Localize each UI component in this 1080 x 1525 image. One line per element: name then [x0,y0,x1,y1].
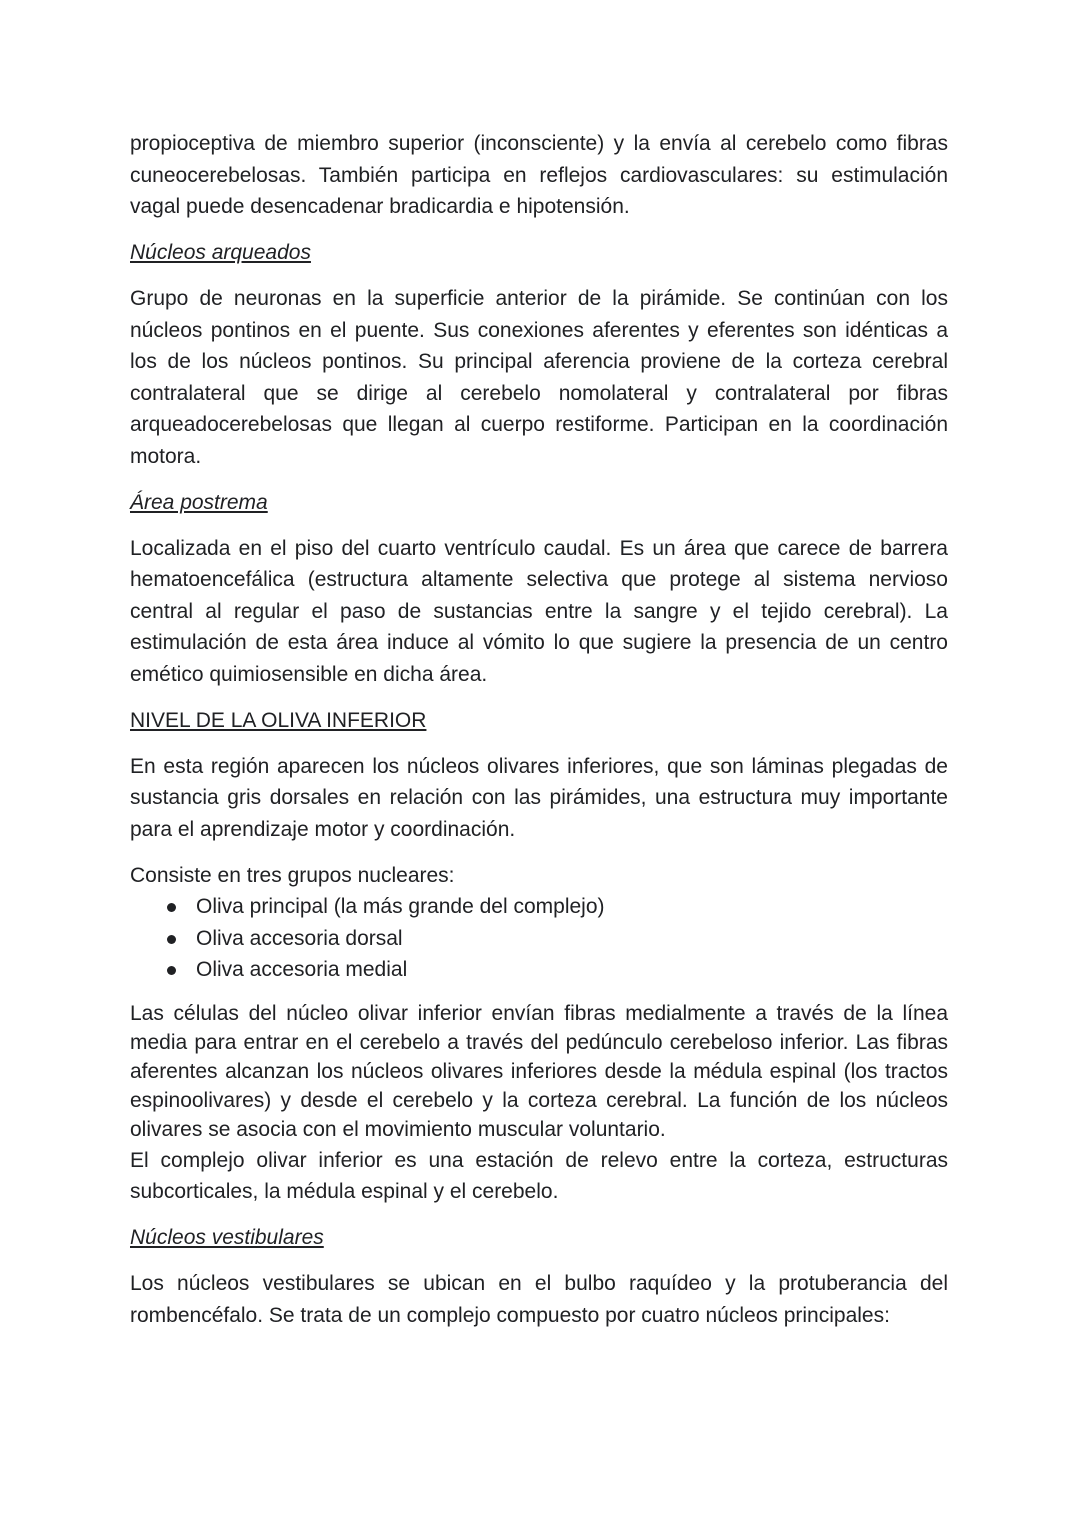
bullet-icon [167,935,176,944]
heading-nivel-oliva-inferior: NIVEL DE LA OLIVA INFERIOR [130,708,427,732]
paragraph-nucleos-arqueados: Grupo de neuronas en la superficie anterior de la pirámide. Se continúan con los núcleos pontinos en el puente. Sus conexiones aferentes y eferentes son idénticas a los de los núcleos pontinos. Su principal aferencia proviene de la corteza cerebral contralateral que se dirige al cerebelo nomolateral y contralateral por fibras arqueadocerebelosas que llegan al cuerpo restiforme. Participan en la coordinación motora. [130,287,948,468]
heading-area-postrema: Área postrema [130,490,268,514]
document-page [130,128,948,1331]
intro-paragraph: propioceptiva de miembro superior (inconsciente) y la envía al cerebelo como fibras cuneocerebelosas. También participa en reflejos cardiovasculares: su estimulación vagal puede desencadenar bradicardia e hipotensión. [130,132,948,218]
list-intro: Consiste en tres grupos nucleares: [130,863,455,887]
bullet-icon [167,966,176,975]
nuclear-groups-list [130,891,948,986]
paragraph-nucleos-vestibulares: Los núcleos vestibulares se ubican en el bulbo raquídeo y la protuberancia del rombencéfalo. Se trata de un complejo compuesto por cuatro núcleos principales: [130,1272,948,1327]
bullet-icon [167,903,176,912]
list-item-text: Oliva accesoria dorsal [196,926,403,950]
list-item [130,891,948,923]
paragraph-oliva-celulas: Las células del núcleo olivar inferior envían fibras medialmente a través de la línea media para entrar en el cerebelo a través del pedúnculo cerebeloso inferior. Las fibras aferentes alcanzan los núcleos olivares inferiores desde la médula espinal (los tractos espinoolivares) y desde el cerebelo y la corteza cerebral. La función de los núcleos olivares se asocia con el movimiento muscular voluntario. [130,1002,948,1141]
list-item [130,954,948,986]
paragraph-oliva-complejo: El complejo olivar inferior es una estación de relevo entre la corteza, estructuras subcorticales, la médula espinal y el cerebelo. [130,1148,948,1204]
paragraph-area-postrema: Localizada en el piso del cuarto ventrículo caudal. Es un área que carece de barrera hematoencefálica (estructura altamente selectiva que protege al sistema nervioso central al regular el paso de sustancias entre la sangre y el tejido cerebral). La estimulación de esta área induce al vómito lo que sugiere la presencia de un centro emético quimiosensible en dicha área. [130,536,948,686]
paragraph-oliva-intro: En esta región aparecen los núcleos olivares inferiores, que son láminas plegadas de sustancia gris dorsales en relación con las pirámides, una estructura muy importante para el aprendizaje motor y coordinación. [130,754,948,841]
heading-nucleos-arqueados: Núcleos arqueados [130,241,311,264]
list-item-text: Oliva principal (la más grande del complejo) [196,895,605,918]
list-item-text: Oliva accesoria medial [196,958,408,981]
list-item [130,923,948,955]
heading-nucleos-vestibulares: Núcleos vestibulares [130,1226,324,1250]
